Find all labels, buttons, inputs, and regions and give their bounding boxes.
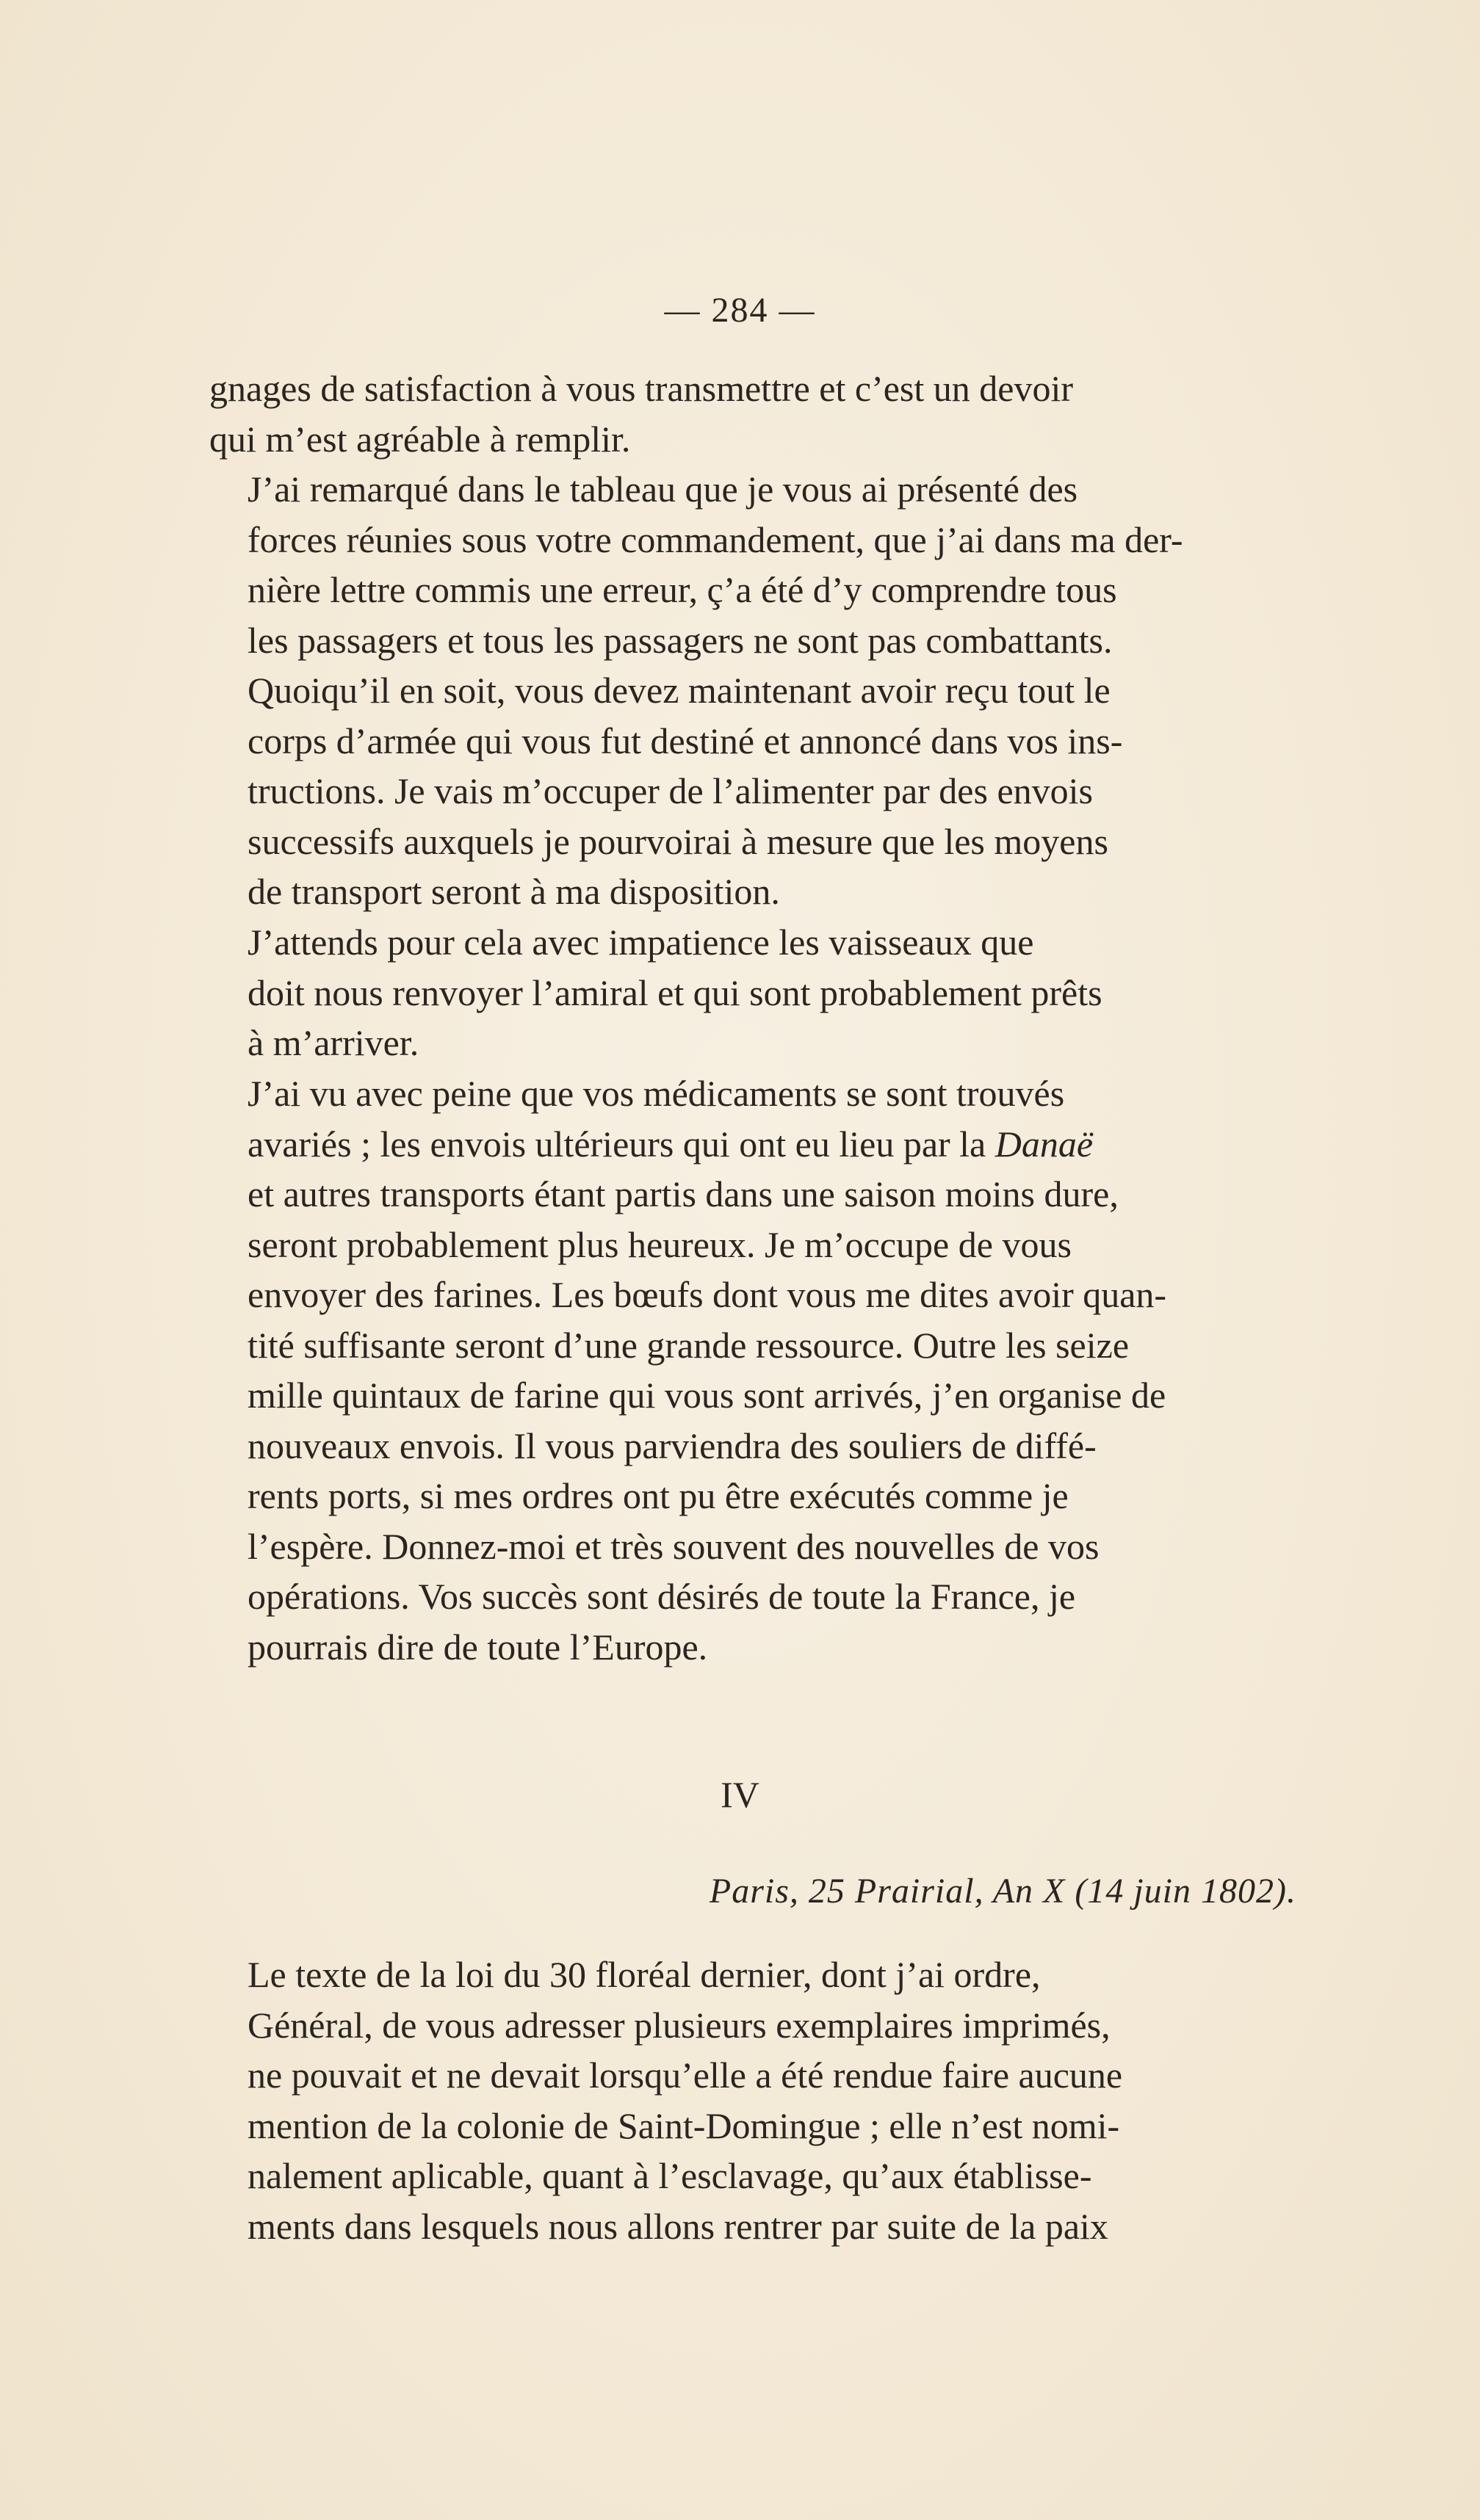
paragraph	[209, 363, 1329, 464]
text-line: corps d’armée qui vous fut destiné et annoncé dans vos ins-	[248, 720, 1123, 761]
text-line: doit nous renvoyer l’amiral et qui sont probablement prêts	[248, 971, 1102, 1013]
text-line: forces réunies sous votre commandement, que j’ai dans ma der-	[248, 518, 1183, 560]
paragraph-continuation	[209, 363, 1329, 464]
text-line: de transport seront à ma disposition.	[248, 871, 780, 912]
text-line: nalement aplicable, quant à l’esclavage, qu’aux établisse-	[248, 2155, 1092, 2196]
paragraph-medicaments	[209, 1068, 1329, 1672]
paragraph	[209, 1068, 1329, 1672]
text-line: Général, de vous adresser plusieurs exemplaires imprimés,	[248, 2004, 1111, 2046]
text-line: à m’arriver.	[248, 1022, 419, 1063]
text-line: opérations. Vos succès sont désirés de toute la France, je	[248, 1576, 1076, 1617]
text-line: ne pouvait et ne devait lorsqu’elle a été rendue faire aucune	[248, 2054, 1123, 2096]
text-line: rents ports, si mes ordres ont pu être exécutés comme je	[248, 1475, 1069, 1516]
text-line: tructions. Je vais m’occuper de l’alimenter par des envois	[248, 770, 1094, 811]
paragraph-loi	[209, 1949, 1329, 2251]
page-number: — 284 —	[664, 291, 816, 330]
text-line: pourrais dire de toute l’Europe.	[248, 1626, 708, 1668]
text-line: envoyer des farines. Les bœufs dont vous me dites avoir quan-	[248, 1274, 1167, 1315]
text-line: l’espère. Donnez-moi et très souvent des nouvelles de vos	[248, 1525, 1100, 1567]
text-line: nière lettre commis une erreur, ç’a été d’y comprendre tous	[248, 569, 1117, 610]
text-line: mille quintaux de farine qui vous sont arrivés, j’en organise de	[248, 1375, 1166, 1416]
text-line: J’ai vu avec peine que vos médicaments se sont trouvés	[248, 1073, 1065, 1114]
text-line: Le texte de la loi du 30 floréal dernier, dont j’ai ordre,	[248, 1954, 1041, 1995]
text-line: qui m’est agréable à remplir.	[209, 418, 631, 460]
section-number: IV	[721, 1774, 759, 1815]
ship-name: Danaë	[995, 1123, 1094, 1165]
text-line: successifs auxquels je pourvoirai à mesure que les moyens	[248, 820, 1108, 862]
paragraph-tableau	[209, 464, 1329, 917]
text-line: J’ai remarqué dans le tableau que je vous ai présenté des	[248, 468, 1078, 510]
text-line: ments dans lesquels nous allons rentrer par suite de la paix	[248, 2205, 1108, 2247]
text-line: Quoiqu’il en soit, vous devez maintenant avoir reçu tout le	[248, 670, 1111, 711]
text-run: avariés ; les envois ultérieurs qui ont eu lieu par la	[248, 1123, 995, 1165]
text-line: nouveaux envois. Il vous parviendra des souliers de diffé-	[248, 1424, 1097, 1466]
paragraph	[209, 464, 1329, 917]
paragraph	[209, 1949, 1329, 2251]
dateline: Paris, 25 Prairial, An X (14 juin 1802).	[709, 1872, 1296, 1911]
paragraph-vaisseaux	[209, 917, 1329, 1068]
paragraph	[209, 917, 1329, 1068]
text-line	[209, 1119, 1329, 1170]
text-line: gnages de satisfaction à vous transmettre et c’est un devoir	[209, 368, 1074, 409]
text-line: tité suffisante seront d’une grande ressource. Outre les seize	[248, 1324, 1130, 1366]
text-line: mention de la colonie de Saint-Domingue ; elle n’est nomi-	[248, 2104, 1120, 2146]
text-line: les passagers et tous les passagers ne sont pas combattants.	[248, 619, 1113, 661]
text-line: seront probablement plus heureux. Je m’occupe de vous	[248, 1223, 1072, 1265]
text-line: et autres transports étant partis dans une saison moins dure,	[248, 1173, 1119, 1214]
text-line: J’attends pour cela avec impatience les vaisseaux que	[248, 922, 1034, 963]
